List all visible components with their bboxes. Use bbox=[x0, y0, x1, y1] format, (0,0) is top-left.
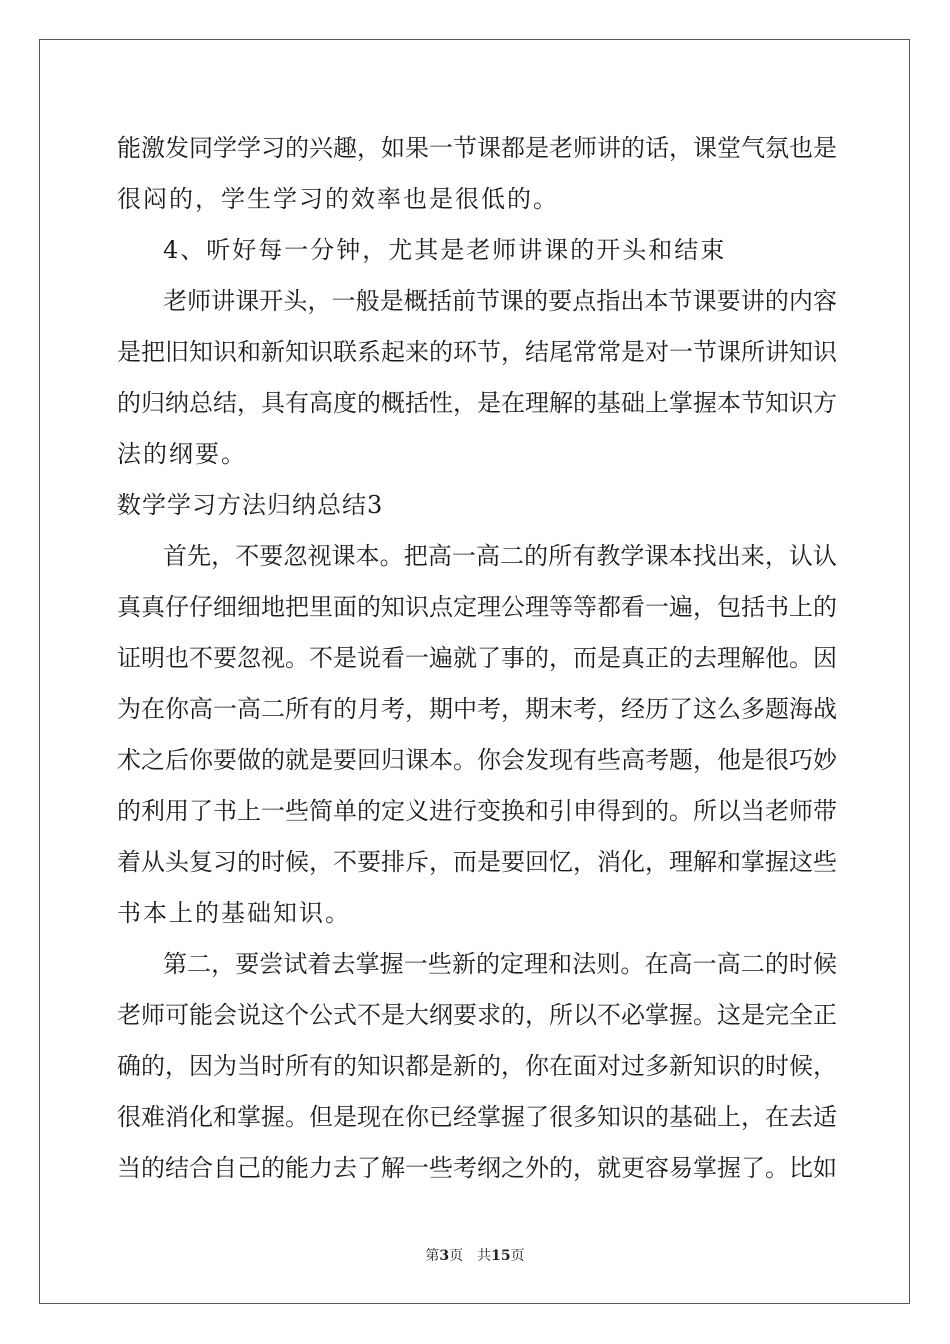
text-line: 着从头复习的时候，不要排斥，而是要回忆，消化，理解和掌握这些 bbox=[117, 848, 837, 876]
text-line: 当的结合自己的能力去了解一些考纲之外的，就更容易掌握了。比如 bbox=[117, 1154, 837, 1182]
total-pages-number: 15 bbox=[491, 1248, 511, 1264]
text-line: 老师可能会说这个公式不是大纲要求的，所以不必掌握。这是完全正 bbox=[117, 1001, 837, 1029]
footer-prefix: 第 bbox=[425, 1248, 440, 1264]
text-line: 真真仔仔细细地把里面的知识点定理公理等等都看一遍，包括书上的 bbox=[117, 593, 837, 621]
text-line: 法的纲要。 bbox=[117, 440, 247, 468]
text-line: 4、听好每一分钟，尤其是老师讲课的开头和结束 bbox=[163, 236, 727, 264]
footer-total-suffix: 页 bbox=[510, 1248, 525, 1264]
page-footer bbox=[0, 1247, 950, 1265]
section-heading: 数学学习方法归纳总结3 bbox=[117, 491, 384, 519]
text-line: 的归纳总结，具有高度的概括性，是在理解的基础上掌握本节知识方 bbox=[117, 389, 837, 417]
text-line: 书本上的基础知识。 bbox=[117, 899, 351, 927]
text-line: 老师讲课开头，一般是概括前节课的要点指出本节课要讲的内容 bbox=[163, 287, 837, 315]
footer-total-prefix: 共 bbox=[477, 1248, 492, 1264]
text-line: 首先，不要忽视课本。把高一高二的所有教学课本找出来，认认 bbox=[163, 542, 837, 570]
text-line: 很难消化和掌握。但是现在你已经掌握了很多知识的基础上，在去适 bbox=[117, 1103, 837, 1131]
text-line: 能激发同学学习的兴趣，如果一节课都是老师讲的话，课堂气氛也是 bbox=[117, 134, 837, 162]
text-line: 术之后你要做的就是要回归课本。你会发现有些高考题，他是很巧妙 bbox=[117, 746, 837, 774]
text-line: 很闷的，学生学习的效率也是很低的。 bbox=[117, 185, 559, 213]
text-line: 确的，因为当时所有的知识都是新的，你在面对过多新知识的时候， bbox=[117, 1052, 837, 1080]
text-line: 证明也不要忽视。不是说看一遍就了事的，而是真正的去理解他。因 bbox=[117, 644, 837, 672]
text-line: 是把旧知识和新知识联系起来的环节，结尾常常是对一节课所讲知识 bbox=[117, 338, 837, 366]
current-page-number: 3 bbox=[439, 1248, 450, 1264]
footer-page-suffix: 页 bbox=[449, 1248, 464, 1264]
text-line: 为在你高一高二所有的月考，期中考，期末考，经历了这么多题海战 bbox=[117, 695, 837, 723]
text-line: 的利用了书上一些简单的定义进行变换和引申得到的。所以当老师带 bbox=[117, 797, 837, 825]
text-line: 第二，要尝试着去掌握一些新的定理和法则。在高一高二的时候 bbox=[163, 950, 837, 978]
